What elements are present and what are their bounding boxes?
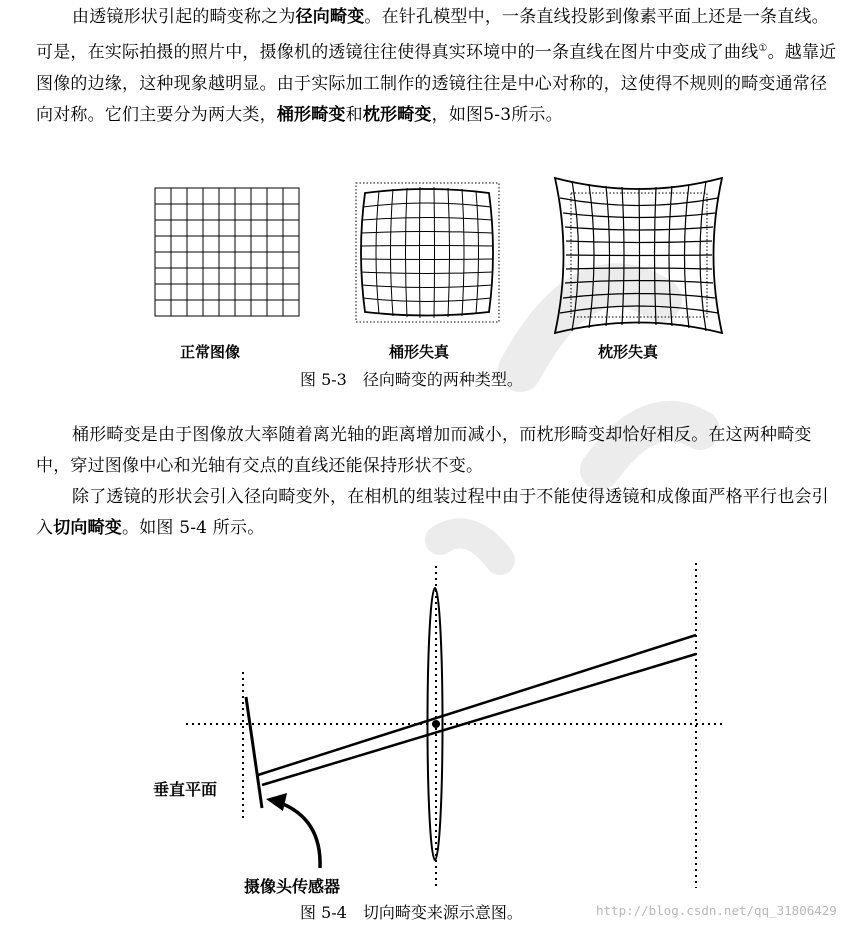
term-tangential-distortion: 切向畸变 (53, 518, 123, 538)
label-vertical-plane: 垂直平面 (153, 780, 218, 799)
text: 除了透镜的形状会引入径向畸变外，在相机的组装过程中由于不能使得透镜和成像面严格平行也会引入 (36, 487, 829, 538)
term-barrel-distortion: 桶形畸变 (276, 104, 346, 125)
caption-figure-5-4: 图 5-4 切向畸变来源示意图。 (300, 903, 523, 922)
label-barrel-distortion: 桶形失真 (389, 343, 450, 361)
text: 。如图 5-4 所示。 (122, 518, 265, 538)
text: 。越靠近图像的边缘，这种现象越明显。由于实际加工制作的透镜往往是中心对称的，这使得不规则的畸变通常径向对称。它们主要分为两大类， (36, 42, 837, 125)
label-camera-sensor: 摄像头传感器 (244, 877, 341, 896)
lens-center-dot (432, 720, 440, 728)
ray-1 (258, 635, 696, 775)
label-pincushion-distortion: 枕形失真 (598, 343, 659, 361)
arrow-head (266, 793, 287, 811)
sensor-pointer-arrow (278, 802, 320, 868)
text: ，如图5-3所示。 (431, 104, 563, 125)
caption-figure-5-3: 图 5-3 径向畸变的两种类型。 (300, 370, 523, 389)
watermark-url: http://blog.csdn.net/qq_31806429 (596, 903, 837, 918)
text: 由透镜形状引起的畸变称之为 (72, 7, 296, 27)
footnote-marker[interactable]: ① (758, 43, 768, 54)
ray-2 (262, 654, 696, 785)
label-normal-image: 正常图像 (180, 343, 241, 361)
term-radial-distortion: 径向畸变 (295, 7, 365, 27)
text: 桶形畸变是由于图像放大率随着离光轴的距离增加而减小，而枕形畸变却恰好相反。在这两种畸变中，穿过图像中心和光轴有交点的直线还能保持形状不变。 (36, 425, 812, 476)
term-pincushion-distortion: 枕形畸变 (362, 104, 432, 125)
text: 。在针孔模型中，一条直线投影到像素平面上还是一条直线。可是，在实际拍摄的照片中，摄像机的透镜往往使得真实环境中的一条直线在图片中变成了曲线 (36, 7, 829, 63)
tilted-sensor (246, 697, 262, 808)
text: 和 (345, 104, 363, 125)
